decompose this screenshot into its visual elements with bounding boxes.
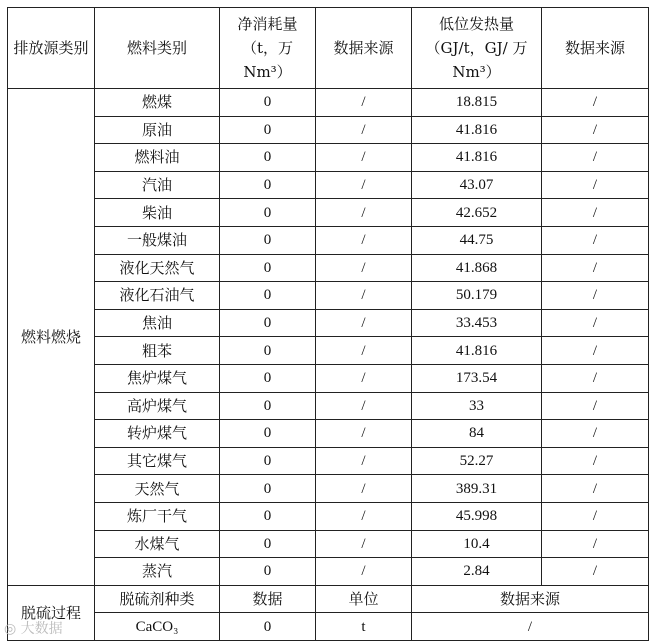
header-net-consumption: 净消耗量（t，万 Nm³） [220, 8, 316, 89]
fuel-cell: 其它煤气 [95, 447, 220, 475]
consumption-cell: 0 [220, 420, 316, 448]
source-cell: / [542, 282, 649, 310]
source-cell: / [542, 420, 649, 448]
source-cell: / [316, 502, 412, 530]
ncv-cell: 389.31 [412, 475, 542, 503]
source-cell: / [316, 309, 412, 337]
fuel-cell: 焦炉煤气 [95, 364, 220, 392]
source-cell: / [542, 144, 649, 172]
source-cell: / [542, 475, 649, 503]
source-cell: / [542, 558, 649, 586]
ncv-cell: 33.453 [412, 309, 542, 337]
ncv-cell: 18.815 [412, 89, 542, 117]
table-row [8, 89, 649, 117]
table-row [8, 447, 649, 475]
ncv-cell: 41.816 [412, 116, 542, 144]
consumption-cell: 0 [220, 226, 316, 254]
fuel-cell: 柴油 [95, 199, 220, 227]
source-cell: / [316, 420, 412, 448]
source-cell: / [542, 171, 649, 199]
table-row [8, 475, 649, 503]
ncv-cell: 43.07 [412, 171, 542, 199]
header-net-calorific-value: 低位发热量（GJ/t，GJ/ 万 Nm³） [412, 8, 542, 89]
source-cell: / [542, 364, 649, 392]
source-cell: / [316, 392, 412, 420]
table-row [8, 530, 649, 558]
fuel-cell: 天然气 [95, 475, 220, 503]
ncv-cell: 84 [412, 420, 542, 448]
source-cell: / [542, 337, 649, 365]
table-row [8, 144, 649, 172]
watermark-logo: ◎ 大数据 [4, 621, 63, 637]
source-cell: / [542, 116, 649, 144]
consumption-cell: 0 [220, 309, 316, 337]
source-cell: / [542, 199, 649, 227]
source-cell: / [316, 199, 412, 227]
ncv-cell: 50.179 [412, 282, 542, 310]
source-cell: / [316, 364, 412, 392]
consumption-cell: 0 [220, 89, 316, 117]
consumption-cell: 0 [220, 282, 316, 310]
header-emission-source: 排放源类别 [8, 8, 95, 89]
ncv-cell: 41.816 [412, 144, 542, 172]
consumption-cell: 0 [220, 475, 316, 503]
desulf-unit-cell: t [316, 613, 412, 641]
ncv-cell: 33 [412, 392, 542, 420]
source-cell: / [542, 309, 649, 337]
group-label-desulfurization: 脱硫过程 [8, 585, 95, 640]
source-cell: / [542, 254, 649, 282]
table-row [8, 337, 649, 365]
consumption-cell: 0 [220, 447, 316, 475]
ncv-cell: 41.816 [412, 337, 542, 365]
fuel-cell: 燃煤 [95, 89, 220, 117]
consumption-cell: 0 [220, 144, 316, 172]
consumption-cell: 0 [220, 116, 316, 144]
table-row [8, 116, 649, 144]
consumption-cell: 0 [220, 337, 316, 365]
source-cell: / [316, 282, 412, 310]
desulf-header-data: 数据 [220, 585, 316, 613]
source-cell: / [316, 558, 412, 586]
table-row [8, 364, 649, 392]
consumption-cell: 0 [220, 502, 316, 530]
consumption-cell: 0 [220, 364, 316, 392]
desulf-header-type: 脱硫剂种类 [95, 585, 220, 613]
fuel-cell: 一般煤油 [95, 226, 220, 254]
source-cell: / [542, 392, 649, 420]
fuel-cell: 粗苯 [95, 337, 220, 365]
fuel-cell: 液化石油气 [95, 282, 220, 310]
fuel-cell: 高炉煤气 [95, 392, 220, 420]
desulf-header-unit: 单位 [316, 585, 412, 613]
table-row [8, 254, 649, 282]
source-cell: / [316, 447, 412, 475]
header-fuel-type: 燃料类别 [95, 8, 220, 89]
header-data-source-1: 数据来源 [316, 8, 412, 89]
source-cell: / [316, 171, 412, 199]
table-row [8, 199, 649, 227]
ncv-cell: 10.4 [412, 530, 542, 558]
desulf-header-row [8, 585, 649, 613]
source-cell: / [316, 254, 412, 282]
desulf-data-row [8, 613, 649, 641]
group-label-fuel-combustion: 燃料燃烧 [8, 89, 95, 586]
ncv-cell: 52.27 [412, 447, 542, 475]
table-row [8, 392, 649, 420]
source-cell: / [316, 475, 412, 503]
ncv-cell: 2.84 [412, 558, 542, 586]
header-row [8, 8, 649, 89]
fuel-cell: 焦油 [95, 309, 220, 337]
source-cell: / [542, 502, 649, 530]
table-row [8, 282, 649, 310]
fuel-cell: 转炉煤气 [95, 420, 220, 448]
table-row [8, 420, 649, 448]
fuel-cell: 炼厂干气 [95, 502, 220, 530]
table-row [8, 309, 649, 337]
table-row [8, 226, 649, 254]
source-cell: / [316, 337, 412, 365]
fuel-cell: 原油 [95, 116, 220, 144]
source-cell: / [316, 89, 412, 117]
ncv-cell: 44.75 [412, 226, 542, 254]
fuel-cell: 燃料油 [95, 144, 220, 172]
fuel-cell: 水煤气 [95, 530, 220, 558]
source-cell: / [542, 226, 649, 254]
consumption-cell: 0 [220, 171, 316, 199]
fuel-cell: 液化天然气 [95, 254, 220, 282]
consumption-cell: 0 [220, 254, 316, 282]
consumption-cell: 0 [220, 199, 316, 227]
desulf-data-cell: 0 [220, 613, 316, 641]
table-row [8, 502, 649, 530]
desulf-source-cell: / [412, 613, 649, 641]
source-cell: / [316, 226, 412, 254]
source-cell: / [316, 116, 412, 144]
consumption-cell: 0 [220, 392, 316, 420]
ncv-cell: 173.54 [412, 364, 542, 392]
source-cell: / [542, 530, 649, 558]
ncv-cell: 42.652 [412, 199, 542, 227]
source-cell: / [316, 530, 412, 558]
source-cell: / [542, 447, 649, 475]
ncv-cell: 45.998 [412, 502, 542, 530]
fuel-cell: 汽油 [95, 171, 220, 199]
consumption-cell: 0 [220, 558, 316, 586]
fuel-cell: 蒸汽 [95, 558, 220, 586]
desulf-header-source: 数据来源 [412, 585, 649, 613]
header-data-source-2: 数据来源 [542, 8, 649, 89]
table-row [8, 558, 649, 586]
source-cell: / [542, 89, 649, 117]
consumption-cell: 0 [220, 530, 316, 558]
ncv-cell: 41.868 [412, 254, 542, 282]
source-cell: / [316, 144, 412, 172]
desulf-type-cell: CaCO₃ [95, 613, 220, 641]
emissions-table [7, 7, 649, 641]
table-row [8, 171, 649, 199]
